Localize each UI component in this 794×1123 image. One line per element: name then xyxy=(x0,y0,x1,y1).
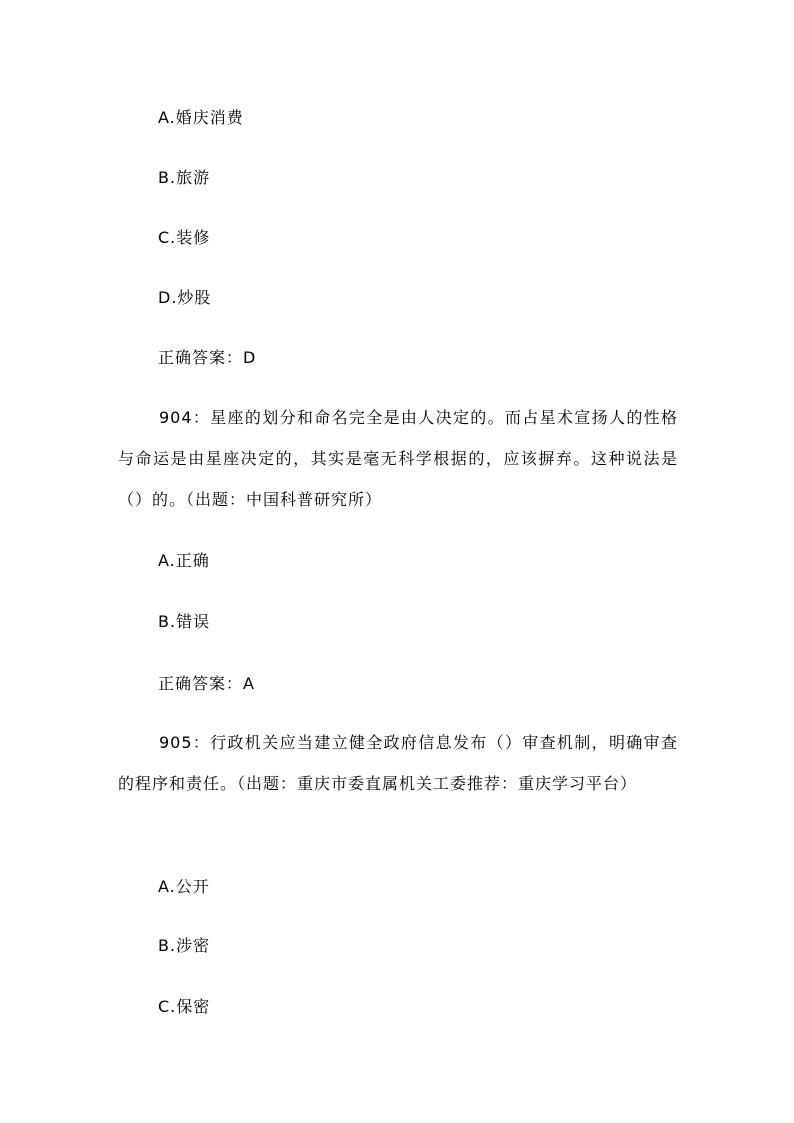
option-a-public: A.公开 xyxy=(158,877,210,896)
question-905: 905：行政机关应当建立健全政府信息发布（）审查机制，明确审查的程序和责任。（出题：重庆市委直属机关工委推荐：重庆学习平台） xyxy=(118,733,678,793)
option-b-travel: B.旅游 xyxy=(158,168,211,187)
option-a-correct: A.正确 xyxy=(158,551,210,570)
option-d-stocks: D.炒股 xyxy=(158,288,212,307)
option-a-wedding: A.婚庆消费 xyxy=(158,108,244,127)
option-c-decoration: C.装修 xyxy=(158,228,211,247)
option-c-confidential: C.保密 xyxy=(158,997,211,1016)
answer-903: 正确答案：D xyxy=(158,348,257,367)
answer-904: 正确答案：A xyxy=(158,674,255,693)
option-b-wrong: B.错误 xyxy=(158,612,211,631)
option-b-classified: B.涉密 xyxy=(158,936,211,955)
question-904: 904：星座的划分和命名完全是由人决定的。而占星术宣扬人的性格与命运是由星座决定的，其实是毫无科学根据的，应该摒弃。这种说法是（）的。（出题：中国科普研究所） xyxy=(118,408,678,509)
